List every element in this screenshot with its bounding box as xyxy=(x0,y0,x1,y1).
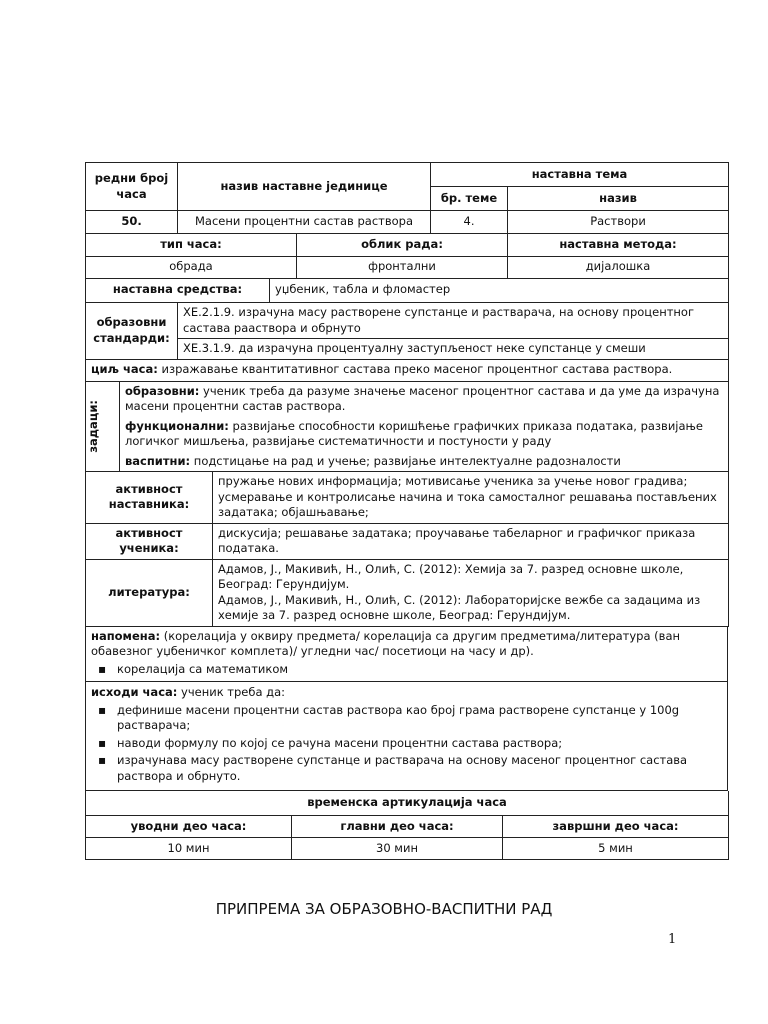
tasks-table xyxy=(85,382,729,473)
page-title: ПРИПРЕМА ЗА ОБРАЗОВНО-ВАСПИТНИ РАД xyxy=(215,900,553,918)
timing-table xyxy=(85,791,729,860)
student-activity-value: дискусија; решавање задатака; проучавање табеларног и графичког приказа података. xyxy=(213,523,729,559)
means-value: уџбеник, табла и фломастер xyxy=(270,279,729,303)
means-standards-table xyxy=(85,279,729,382)
standards-label: образовни стандарди: xyxy=(86,303,178,360)
outcomes-list xyxy=(91,703,722,785)
lesson-type-table xyxy=(85,234,729,279)
literature-label: литература: xyxy=(86,559,213,626)
list-item: ▪ дефинише масени процентни састав раствора као број грама растворене супстанце у 100g растварача; xyxy=(117,703,722,734)
outcomes-label: исходи часа: xyxy=(91,685,178,700)
note-cell xyxy=(86,627,728,682)
teacher-activity-value: пружање нових информација; мотивисање ученика за учење новог градива; усмеравање и контролисање начина и тока самосталног решавања постављених задатака; објашњавање; xyxy=(213,472,729,523)
header-table xyxy=(85,162,729,234)
goal-label: циљ часа: xyxy=(91,362,158,377)
means-label: наставна средства: xyxy=(86,279,270,303)
outcomes-cell xyxy=(86,682,728,791)
activities-table xyxy=(85,472,729,627)
timing-intro-label: уводни део часа: xyxy=(86,815,292,837)
note-text: (корелација у оквиру предмета/ корелација са другим предметима/литература (ван обавезног уџбеничког комплета)/ угледни час/ посетиоци на часу и др). xyxy=(91,628,681,659)
lesson-number: 50. xyxy=(86,211,178,234)
list-item: ▪ наводи формулу по којој се рачуна масени процентни састава раствора; xyxy=(117,736,722,752)
page-number: 1 xyxy=(668,932,677,947)
task-educational-label: образовни: xyxy=(125,383,200,398)
lesson-unit: Масени процентни састав раствора xyxy=(178,211,431,234)
standard-item: ХЕ.2.1.9. израчуна масу растворене супстанце и растварача, на основу процентног састава рааствора и обрнуто xyxy=(178,303,729,339)
task-functional-text: развијање способности коришћење графичких приказа података, развијање логичког мишљења, развијање систематичности и постуности у раду xyxy=(125,418,703,449)
task-upbringing-text: подстицање на рад и учење; развијање интелектуалне радозналости xyxy=(193,453,621,468)
student-activity-label: активност ученика: xyxy=(86,523,213,559)
timing-final-label: завршни део часа: xyxy=(503,815,729,837)
note-label: напомена: xyxy=(91,628,161,643)
form-value: фронтални xyxy=(297,256,508,278)
literature-item: Адамов, Ј., Макивић, Н., Олић, С. (2012): Лабораторијске вежбе са задацима из хемије за 7. разред основне школе, Београд: Герундијум. xyxy=(218,592,701,623)
topic-number: 4. xyxy=(431,211,508,234)
col-topic-header: наставна тема xyxy=(431,163,729,187)
standard-item: ХЕ.3.1.9. да израчуна процентуалну заступљеност неке супстанце у смеши xyxy=(178,339,729,360)
type-label: тип часа: xyxy=(86,234,297,256)
list-item: ▪ корелација са математиком xyxy=(117,662,722,678)
form-label: облик рада: xyxy=(297,234,508,256)
task-functional-label: функционални: xyxy=(125,418,229,433)
task-educational xyxy=(120,382,729,417)
goal-row xyxy=(86,359,729,381)
topic-name: Раствори xyxy=(508,211,729,234)
task-upbringing xyxy=(120,452,729,472)
col-number-header: редни број часа xyxy=(86,163,178,211)
method-label: наставна метода: xyxy=(508,234,729,256)
teacher-activity-label: активност наставника: xyxy=(86,472,213,523)
timing-title: временска артикулација часа xyxy=(86,791,729,815)
outcomes-intro: ученик треба да: xyxy=(181,685,286,700)
method-value: дијалошка xyxy=(508,256,729,278)
goal-value: изражавање квантитативног састава преко масеног процентног састава раствора. xyxy=(161,362,673,377)
type-value: обрада xyxy=(86,256,297,278)
literature-list xyxy=(213,559,729,626)
timing-final-value: 5 мин xyxy=(503,837,729,859)
literature-item: Адамов, Ј., Макивић, Н., Олић, С. (2012): Хемија за 7. разред основне школе, Београд: Герундијум. xyxy=(218,561,684,592)
task-educational-text: ученик треба да разуме значење масеног процентног састава и да уме да израчуна масени процентни састав раствора. xyxy=(125,383,720,414)
col-unit-header: назив наставне јединице xyxy=(178,163,431,211)
task-functional xyxy=(120,417,729,452)
lesson-plan-form xyxy=(85,162,728,860)
tasks-label: задаци: xyxy=(86,400,100,453)
note-list xyxy=(91,662,722,678)
list-item: ▪ израчунава масу растворене супстанце и растварача на основу масеног процентног састава раствора и обрнуто. xyxy=(117,753,722,784)
timing-main-value: 30 мин xyxy=(292,837,503,859)
timing-intro-value: 10 мин xyxy=(86,837,292,859)
col-topic-name-header: назив xyxy=(508,187,729,211)
tasks-label-cell xyxy=(86,382,120,472)
note-table xyxy=(85,627,728,683)
col-topic-no-header: бр. теме xyxy=(431,187,508,211)
task-upbringing-label: васпитни: xyxy=(125,453,191,468)
timing-main-label: главни део часа: xyxy=(292,815,503,837)
outcomes-table xyxy=(85,682,728,791)
